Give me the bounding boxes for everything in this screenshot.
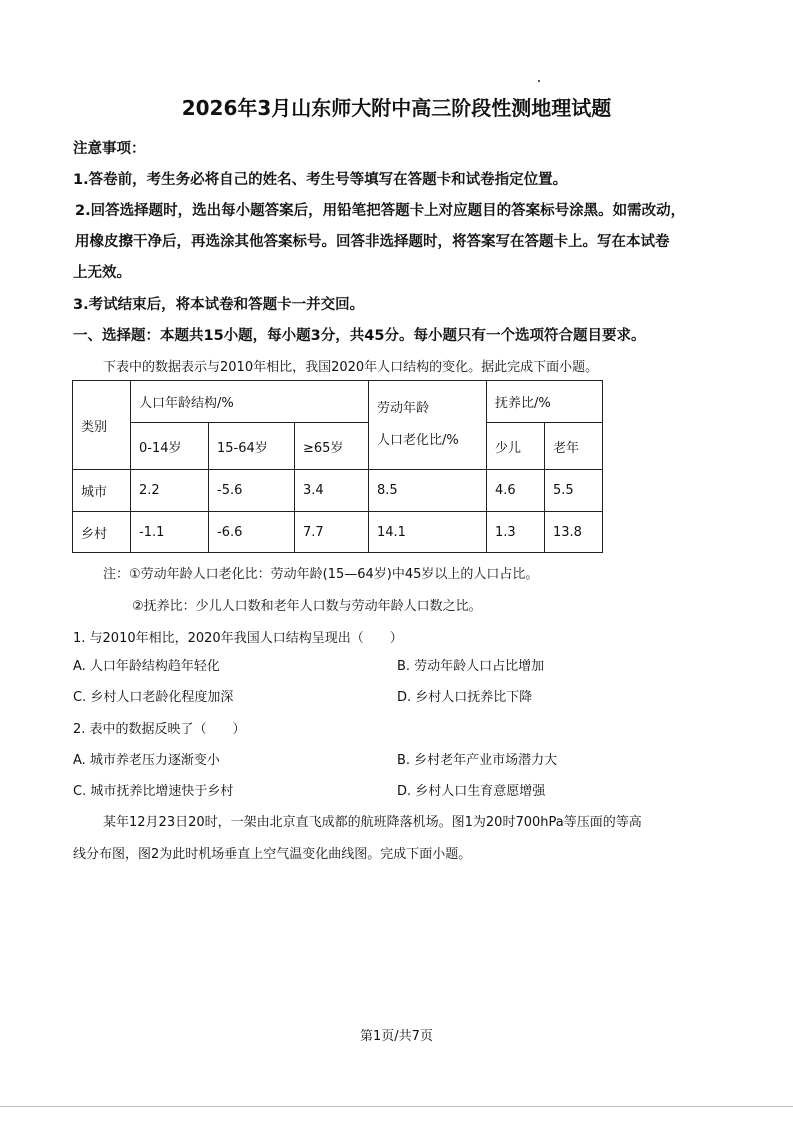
header-age-structure: 人口年龄结构/% (131, 381, 369, 423)
header-category: 类别 (73, 381, 131, 470)
notice-item-2-line-2: 用橡皮擦干净后，再选涂其他答案标号。回答非选择题时，将答案写在答题卡上。写在本试卷 (75, 234, 670, 250)
header-old: 老年 (545, 423, 603, 470)
question-2-stem: 2. 表中的数据反映了（ ） (73, 722, 246, 737)
notice-item-2-line-3: 上无效。 (73, 265, 131, 281)
table-row (73, 470, 603, 512)
page-footer: 第1页/共7页 (360, 1029, 433, 1044)
notice-item-3: 3.考试结束后，将本试卷和答题卡一并交回。 (73, 297, 365, 313)
population-table (72, 380, 603, 553)
notice-heading: 注意事项： (73, 141, 146, 157)
header-labor-aging-line-2: 人口老化比/% (377, 433, 459, 448)
header-dependency: 抚养比/% (487, 381, 603, 423)
notice-item-2-line-1: 2.回答选择题时，选出每小题答案后，用铅笔把答题卡上对应题目的答案标号涂黑。如需改动， (75, 203, 686, 219)
notice-item-1: 1.答卷前，考生务必将自己的姓名、考生号等填写在答题卡和试卷指定位置。 (73, 172, 568, 188)
cell-old: 5.5 (545, 470, 603, 512)
table-note-1: 注：①劳动年龄人口老化比：劳动年龄(15—64岁)中45岁以上的人口占比。 (103, 567, 539, 582)
row-name: 城市 (73, 470, 131, 512)
table-note-2: ②抚养比：少儿人口数和老年人口数与劳动年龄人口数之比。 (132, 599, 482, 614)
cell-15-64: -5.6 (209, 470, 295, 512)
bottom-divider (0, 1106, 793, 1107)
cell-15-64: -6.6 (209, 512, 295, 553)
question-1-stem: 1. 与2010年相比，2020年我国人口结构呈现出（ ） (73, 631, 403, 646)
question-2-option-a: A. 城市养老压力逐渐变小 (73, 753, 220, 768)
cell-65-plus: 7.7 (295, 512, 369, 553)
cell-65-plus: 3.4 (295, 470, 369, 512)
table-intro: 下表中的数据表示与2010年相比，我国2020年人口结构的变化。据此完成下面小题。 (103, 360, 599, 375)
passage-2-line-1: 某年12月23日20时，一架由北京直飞成都的航班降落机场。图1为20时700hPa等压面的等高 (103, 815, 642, 830)
table-row (73, 512, 603, 553)
question-1-option-a: A. 人口年龄结构趋年轻化 (73, 659, 220, 674)
passage-2-line-2: 线分布图，图2为此时机场垂直上空气温变化曲线图。完成下面小题。 (73, 847, 472, 862)
question-2-option-d: D. 乡村人口生育意愿增强 (397, 784, 546, 799)
cell-child: 4.6 (487, 470, 545, 512)
question-1-option-b: B. 劳动年龄人口占比增加 (397, 659, 545, 674)
cell-0-14: -1.1 (131, 512, 209, 553)
question-1-option-d: D. 乡村人口抚养比下降 (397, 690, 533, 705)
header-child: 少儿 (487, 423, 545, 470)
cell-0-14: 2.2 (131, 470, 209, 512)
header-labor-aging (369, 381, 487, 470)
row-name: 乡村 (73, 512, 131, 553)
cell-child: 1.3 (487, 512, 545, 553)
header-15-64: 15-64岁 (209, 423, 295, 470)
cell-old: 13.8 (545, 512, 603, 553)
question-1-option-c: C. 乡村人口老龄化程度加深 (73, 690, 234, 705)
speck-mark (538, 80, 540, 82)
header-65-plus: ≥65岁 (295, 423, 369, 470)
header-0-14: 0-14岁 (131, 423, 209, 470)
section-1-heading: 一、选择题：本题共15小题，每小题3分，共45分。每小题只有一个选项符合题目要求。 (73, 328, 646, 344)
cell-labor-aging: 14.1 (369, 512, 487, 553)
question-2-option-b: B. 乡村老年产业市场潜力大 (397, 753, 558, 768)
cell-labor-aging: 8.5 (369, 470, 487, 512)
question-2-option-c: C. 城市抚养比增速快于乡村 (73, 784, 234, 799)
header-labor-aging-line-1: 劳动年龄 (377, 401, 430, 416)
page-title: 2026年3月山东师大附中高三阶段性测地理试题 (181, 96, 612, 120)
